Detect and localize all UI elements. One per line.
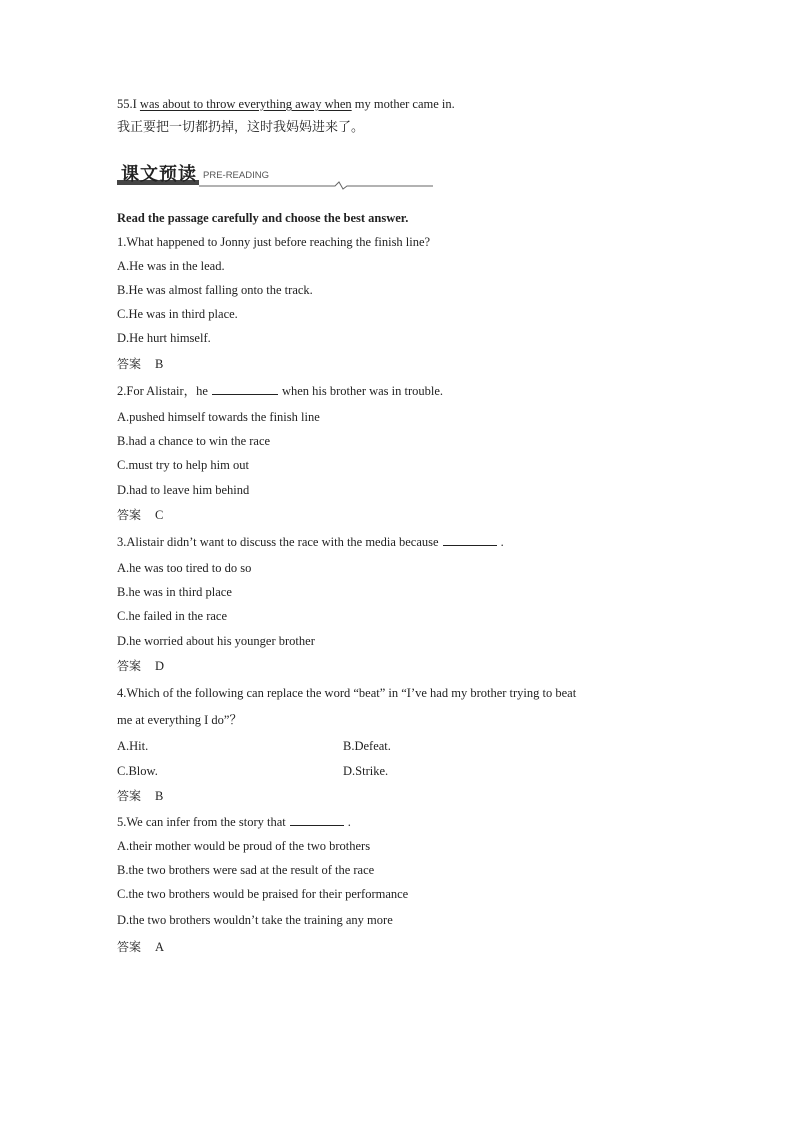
q3-option-a: A.he was too tired to do so — [117, 561, 252, 575]
q5-option-a: A.their mother would be proud of the two brothers — [117, 839, 371, 853]
answer-label: 答案 — [117, 659, 142, 673]
q4-option-b: B.Defeat. — [343, 739, 391, 753]
answer-blank — [212, 383, 278, 395]
question-5 — [117, 814, 351, 830]
q1-option-c: C.He was in third place. — [117, 307, 238, 321]
q2-answer — [117, 507, 163, 523]
sentence-rest: my mother came in. — [354, 97, 455, 111]
sentence-55 — [117, 96, 455, 112]
q2-option-d: D.had to leave him behind — [117, 483, 250, 497]
answer-label: 答案 — [117, 940, 142, 954]
q4-answer — [117, 788, 163, 804]
answer-label: 答案 — [117, 508, 142, 522]
answer-value: A — [155, 940, 165, 954]
q4-option-d: D.Strike. — [343, 764, 389, 778]
q1-option-d: D.He hurt himself. — [117, 331, 211, 345]
question-1: 1.What happened to Jonny just before reaching the finish line? — [117, 235, 431, 249]
q1-option-a: A.He was in the lead. — [117, 259, 225, 273]
section-title: 课文预读 — [121, 164, 197, 185]
q1-option-b: B.He was almost falling onto the track. — [117, 283, 313, 297]
q3-option-b: B.he was in third place — [117, 585, 232, 599]
q2-option-a: A.pushed himself towards the finish line — [117, 410, 320, 424]
instruction: Read the passage carefully and choose the best answer. — [117, 211, 409, 225]
q2-stem-pre: 2.For Alistair，he — [117, 384, 208, 398]
answer-label: 答案 — [117, 789, 142, 803]
answer-blank — [290, 814, 344, 826]
q3-answer — [117, 658, 164, 674]
q5-option-d: D.the two brothers wouldn’t take the training any more — [117, 913, 393, 927]
q3-option-d: D.he worried about his younger brother — [117, 634, 315, 648]
q5-option-b: B.the two brothers were sad at the result of the race — [117, 863, 375, 877]
q5-stem-post: . — [347, 815, 351, 829]
section-subtitle: PRE-READING — [203, 170, 269, 181]
answer-value: C — [155, 508, 164, 522]
q5-option-c: C.the two brothers would be praised for their performance — [117, 887, 409, 901]
q5-stem-pre: 5.We can infer from the story that — [117, 815, 286, 829]
answer-label: 答案 — [117, 357, 142, 371]
answer-value: B — [155, 789, 164, 803]
q5-answer — [117, 939, 164, 955]
q3-stem-post: . — [500, 535, 504, 549]
question-3 — [117, 534, 504, 550]
q4-option-a: A.Hit. — [117, 739, 149, 753]
q3-option-c: C.he failed in the race — [117, 609, 228, 623]
sentence-subject: I — [132, 97, 137, 111]
q3-stem-pre: 3.Alistair didn’t want to discuss the race with the media because — [117, 535, 439, 549]
sentence-underlined-phrase: was about to throw everything away when — [139, 97, 352, 111]
section-header — [117, 158, 437, 190]
sentence-number: 55. — [117, 97, 133, 111]
q1-answer — [117, 356, 163, 372]
sentence-55-translation: 我正要把一切都扔掉，这时我妈妈进来了。 — [117, 120, 365, 135]
answer-value: D — [155, 659, 165, 673]
question-2 — [117, 383, 443, 399]
q2-stem-post: when his brother was in trouble. — [281, 384, 444, 398]
question-4-line-1: 4.Which of the following can replace the word “beat” in “I’ve had my brother trying to beat — [117, 686, 577, 700]
question-4-line-2: me at everything I do”？ — [117, 713, 242, 727]
answer-blank — [443, 534, 497, 546]
q2-option-b: B.had a chance to win the race — [117, 434, 271, 448]
answer-value: B — [155, 357, 164, 371]
q2-option-c: C.must try to help him out — [117, 458, 249, 472]
q4-option-c: C.Blow. — [117, 764, 158, 778]
